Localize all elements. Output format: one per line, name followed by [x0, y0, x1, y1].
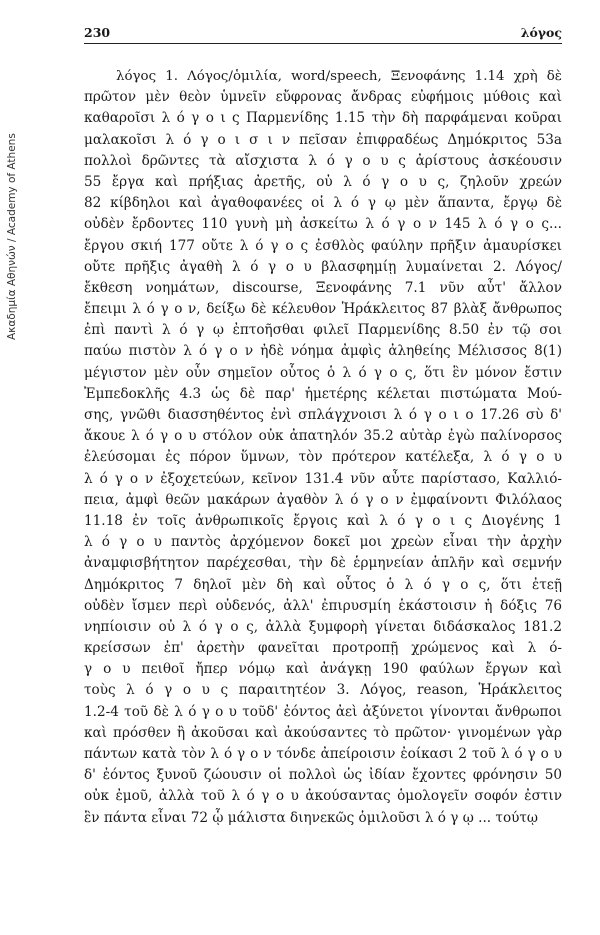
- text-line: σης, γνῶθι διασσηθέντος ἐνὶ σπλάγχνοισι λ ό γ ο ι ο 17.26 σὺ δ': [84, 407, 562, 423]
- text-line: 82 κίβδηλοι καὶ ἀγαθοφανέες οἱ λ ό γ ῳ μὲν ἅπαντα, ἔργῳ δὲ: [84, 195, 562, 212]
- text-line: κρείσσων ἐπ' ἀρετὴν φανεῖται προτροπῇ χρώμενος καὶ λ ό-: [84, 640, 562, 657]
- text-line: καθαροῖσι λ ό γ ο ι ς Παρμενίδης 1.15 τὴν δὴ παρφάμεναι κοῦραι: [84, 110, 562, 127]
- text-line: Δημόκριτος 7 δηλοῖ μὲν δὴ καὶ οὗτος ὁ λ ό γ ο ς, ὅτι ἐτεῇ: [84, 576, 562, 593]
- text-line: ἓν πάντα εἶναι 72 ᾧ μάλιστα διηνεκῶς ὁμιλοῦσι λ ό γ ῳ ... τούτῳ: [84, 809, 539, 826]
- text-line: δ' ἐόντος ξυνοῦ ζώουσιν οἱ πολλοὶ ὡς ἰδίαν ἔχοντες φρόνησιν 50: [84, 767, 562, 784]
- text-line: ἔκθεση νοημάτων, discourse, Ξενοφάνης 7.1 νῦν αὖτ' ἄλλον: [84, 279, 562, 296]
- text-line: Ἐμπεδοκλῆς 4.3 ὡς δὲ παρ' ἡμετέρης κέλεται πιστώματα Μού-: [84, 385, 562, 402]
- text-line: λ ό γ ο ν ἐξοχετεύων, κεῖνον 131.4 νῦν αὖτε παρίστασο, Καλλιό-: [84, 470, 562, 487]
- running-head: λόγος: [520, 25, 562, 40]
- text-line: λ ό γ ο υ παντὸς ἀρχόμενον δοκεῖ μοι χρεὼν εἶναι τὴν ἀρχὴν: [84, 534, 562, 551]
- text-line: οὔτε πρῆξις ἀγαθὴ λ ό γ ο υ βλασφημίῃ λυμαίνεται 2. Λόγος/: [84, 258, 562, 275]
- text-line: ἄκουε λ ό γ ο υ στόλον οὐκ ἀπατηλόν 35.2 αὐτὰρ ἐγὼ παλίνορσος: [84, 428, 562, 445]
- text-line: λόγος 1. Λόγος/ὁμιλία, word/speech, Ξενοφάνης 1.14 χρὴ δὲ: [116, 69, 562, 84]
- text-line: νηπίοισιν οὐ λ ό γ ο ς, ἀλλὰ ξυμφορὴ γίνεται διδάσκαλος 181.2: [84, 618, 562, 635]
- text-line: γ ο υ πειθοῖ ἤπερ νόμῳ καὶ ἀνάγκῃ 190 φαύλων ἔργων καὶ: [84, 661, 562, 678]
- page-number: 230: [84, 25, 111, 40]
- text-line: πολλοὶ δρῶντες τὰ αἴσχιστα λ ό γ ο υ ς ἀρίστους ἀσκέουσιν: [84, 152, 562, 169]
- text-line: ἀναμφισβήτητον παρέχεσθαι, τὴν δὲ ἑρμηνείαν ἁπλῆν καὶ σεμνήν: [84, 555, 562, 572]
- text-line: παύω πιστὸν λ ό γ ο ν ἠδὲ νόημα ἀμφὶς ἀληθείης Μέλισσος 8(1): [84, 343, 562, 360]
- text-line: 1.2-4 τοῦ δὲ λ ό γ ο υ τοῦδ' ἐόντος ἀεὶ ἀξύνετοι γίνονται ἄνθρωποι: [84, 703, 562, 720]
- archive-watermark: Ακαδημία Αθηνών / Academy of Athens: [6, 133, 18, 340]
- text-line: πεια, ἀμφὶ θεῶν μακάρων ἀγαθὸν λ ό γ ο ν ἐμφαίνοντι Φιλόλαος: [84, 491, 562, 508]
- text-line: 11.18 ἐν τοῖς ἀνθρωπικοῖς ἔργοις καὶ λ ό γ ο ι ς Διογένης 1: [84, 512, 562, 529]
- text-line: ἐπὶ παντὶ λ ό γ ῳ ἐπτοῆσθαι φιλεῖ Παρμενίδης 8.50 ἐν τῷ σοι: [84, 322, 562, 339]
- text-line: οὐδὲν ἔρδοντες 110 γυνὴ μὴ ἀσκείτω λ ό γ ο ν 145 λ ό γ ο ς...: [84, 216, 562, 233]
- text-line: πρῶτον μὲν θεὸν ὑμνεῖν εὔφρονας ἄνδρας εὐφήμοις μύθοις καὶ: [84, 89, 562, 106]
- text-line: ἔργου σκιή 177 οὔτε λ ό γ ο ς ἐσθλὸς φαύλην πρῆξιν ἀμαυρίσκει: [84, 237, 562, 254]
- text-line: πάντων κατὰ τὸν λ ό γ ο ν τόνδε ἀπείροισιν ἐοίκασι 2 τοῦ λ ό γ ο υ: [84, 746, 562, 762]
- text-line: ἔπειμι λ ό γ ο ν, δείξω δὲ κέλευθον Ἡράκλειτος 87 βλὰξ ἄνθρωπος: [84, 301, 562, 318]
- text-line: μέγιστον μὲν οὖν σημεῖον οὗτος ὁ λ ό γ ο ς, ὅτι ἓν μόνον ἔστιν: [84, 364, 562, 381]
- text-line: μαλακοῖσι λ ό γ ο ι σ ι ν πεῖσαν ἐπιφραδέως Δημόκριτος 53a: [84, 131, 562, 148]
- dictionary-entry: [84, 66, 562, 829]
- text-line: καὶ πρόσθεν ἢ ἀκοῦσαι καὶ ἀκούσαντες τὸ πρῶτον· γινομένων γὰρ: [84, 724, 562, 741]
- header-rule: [84, 43, 562, 44]
- page-header: [84, 22, 562, 44]
- text-line: οὐκ ἐμοῦ, ἀλλὰ τοῦ λ ό γ ο υ ἀκούσαντας ὁμολογεῖν σοφόν ἐστιν: [84, 788, 562, 805]
- text-line: τοὺς λ ό γ ο υ ς παραιτητέον 3. Λόγος, reason, Ἡράκλειτος: [84, 682, 562, 699]
- text-line: ἐλεύσομαι ἐς πόρον ὕμνων, τὸν πρότερον κατέλεξα, λ ό γ ο υ: [84, 449, 562, 466]
- text-line: 55 ἔργα καὶ πρήξιας ἀρετῆς, οὐ λ ό γ ο υ ς, ζηλοῦν χρεών: [84, 173, 562, 190]
- text-line: οὐδὲν ἴσμεν περὶ οὐδενός, ἀλλ' ἐπιρυσμίη ἑκάστοισιν ἡ δόξις 76: [84, 597, 562, 614]
